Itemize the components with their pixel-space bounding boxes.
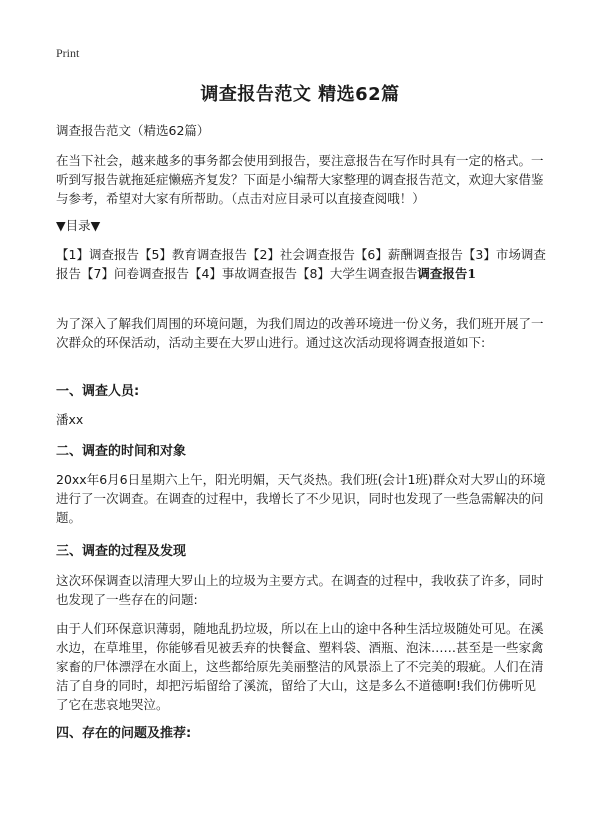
toc-label: ▼目录▼ — [56, 218, 101, 233]
toc-item-8[interactable]: 【8】大学生调查报告 — [296, 266, 418, 281]
toc-item-6[interactable]: 【6】薪酬调查报告 — [354, 247, 463, 262]
toc-item-7[interactable]: 【7】问卷调查报告 — [81, 266, 189, 281]
paragraph-process: 这次环保调查以清理大罗山上的垃圾为主要方式。在调查的过程中，我收获了许多，同时也发现了一些存在的问题: — [56, 573, 544, 607]
section-heading-report-1: 调查报告1 — [417, 266, 477, 281]
paragraph-findings: 由于人们环保意识薄弱，随地乱扔垃圾，所以在上山的途中各种生活垃圾随处可见。在溪水边，在草堆里，你能够看见被丢弃的快餐盒、塑料袋、酒瓶、泡沫……甚至是一些家禽家畜的尸体漂浮在水面上，这些都给原先美丽整洁的风景添上了不完美的瑕疵。人们在清洁了自身的同时，却把污垢留给了溪流，留给了大山，这是多么不道德啊!我们仿佛听见了它在悲哀地哭泣。 — [56, 621, 544, 712]
table-of-contents — [56, 245, 548, 283]
toc-item-1[interactable]: 【1】调查报告 — [56, 247, 139, 262]
toc-item-5[interactable]: 【5】教育调查报告 — [138, 247, 247, 262]
paragraph-time-and-object: 20xx年6月6日星期六上午，阳光明媚，天气炎热。我们班(会计1班)群众对大罗山的环境进行了一次调查。在调查的过程中，我增长了不少见识，同时也发现了一些急需解决的问题。 — [56, 472, 546, 525]
intro-paragraph: 在当下社会，越来越多的事务都会使用到报告，要注意报告在写作时具有一定的格式。一听到写报告就拖延症懒癌齐复发？下面是小编帮大家整理的调查报告范文，欢迎大家借鉴与参考，希望对大家有所帮助。（点击对应目录可以直接查阅哦！） — [56, 153, 544, 206]
heading-time-and-object: 二、调查的时间和对象 — [56, 444, 187, 459]
paragraph-investigator-name: 潘xx — [56, 412, 84, 427]
print-link[interactable]: Print — [56, 46, 80, 60]
subtitle: 调查报告范文（精选62篇） — [56, 123, 210, 138]
page-title: 调查报告范文 精选62篇 — [200, 84, 400, 105]
toc-item-2[interactable]: 【2】社会调查报告 — [246, 247, 355, 262]
heading-investigators: 一、调查人员: — [56, 384, 140, 399]
toc-item-3[interactable]: 【3】市场调查报告 — [56, 247, 546, 281]
heading-process-and-findings: 三、调查的过程及发现 — [56, 544, 187, 559]
toc-item-4[interactable]: 【4】事故调查报告 — [188, 266, 297, 281]
paragraph-1: 为了深入了解我们周围的环境问题，为我们周边的改善环境进一份义务，我们班开展了一次群众的环保活动，活动主要在大罗山进行。通过这次活动现将调查报道如下: — [56, 316, 544, 350]
heading-problems-and-recommendations: 四、存在的问题及推荐: — [56, 726, 192, 741]
